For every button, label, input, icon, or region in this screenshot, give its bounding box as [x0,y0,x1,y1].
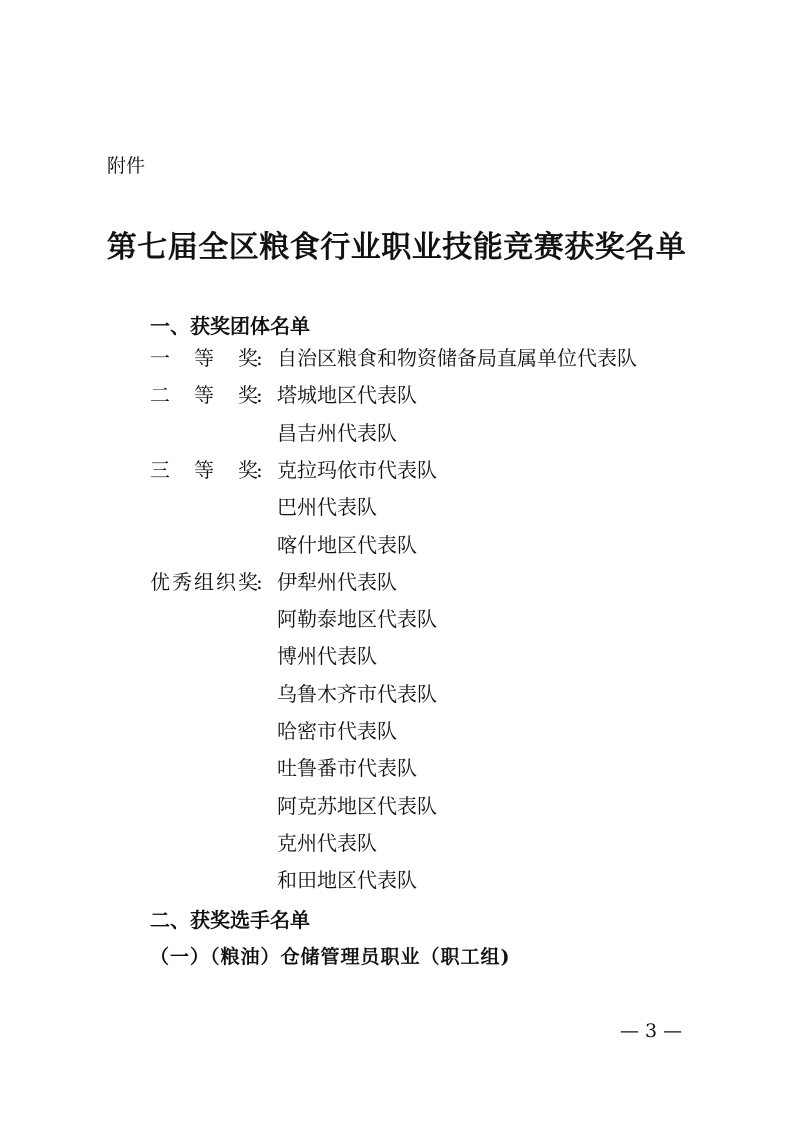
award-level-char: 织 [216,569,236,594]
section-heading-team-awards: 一、获奖团体名单 [150,314,310,338]
page-number: — 3 — [620,1020,683,1042]
award-level-char: 组 [194,569,214,594]
award-row [150,527,710,564]
award-level-label [150,340,258,377]
award-recipient: 哈密市代表队 [277,719,397,743]
award-recipient: 和田地区代表队 [277,868,417,893]
award-recipient: 吐鲁番市代表队 [277,756,417,781]
award-row [150,788,710,825]
award-colon: : [256,457,263,482]
award-recipient: 乌鲁木齐市代表队 [277,681,437,706]
award-level-char: 优 [150,569,170,594]
award-recipient: 巴州代表队 [277,495,377,520]
award-row [150,601,710,638]
award-recipient: 阿克苏地区代表队 [277,793,437,818]
attachment-label: 附件 [107,155,146,177]
award-row [150,489,710,526]
award-level-label [150,564,258,601]
award-recipient: 自治区粮食和物资储备局直属单位代表队 [277,346,637,370]
award-level-char: 奖 [238,569,258,594]
award-level-char: 等 [194,457,214,482]
award-level-char: 三 [150,457,170,482]
award-row [150,638,710,675]
award-colon: : [256,569,263,594]
award-recipient: 伊犁州代表队 [277,569,397,594]
award-row [150,750,710,787]
sub-heading-warehouse-keeper: （一）（粮油）仓储管理员职业（职工组) [150,946,511,968]
award-level-char: 奖 [238,383,258,408]
award-row [150,676,710,713]
award-level-label [150,377,258,414]
document-title: 第七届全区粮食行业职业技能竞赛获奖名单 [106,230,687,265]
award-level-char: 等 [194,346,214,370]
award-recipient: 阿勒泰地区代表队 [277,607,437,632]
award-level-char: 奖 [238,346,258,370]
award-level-char: 等 [194,383,214,408]
award-recipient: 喀什地区代表队 [277,532,417,557]
award-row [150,452,710,489]
award-colon: : [256,346,263,370]
award-recipient: 克州代表队 [277,830,377,855]
award-row [150,340,710,377]
award-level-char: 一 [150,346,170,370]
award-level-char: 二 [150,383,170,408]
award-recipient: 博州代表队 [277,644,377,669]
award-row [150,862,710,899]
award-level-char: 奖 [238,457,258,482]
award-level-char: 秀 [172,569,192,594]
award-row [150,415,710,452]
award-colon: : [256,383,263,408]
award-recipient: 昌吉州代表队 [277,420,397,445]
section-heading-individual-awards: 二、获奖选手名单 [150,908,310,932]
award-row [150,564,710,601]
award-row [150,825,710,862]
award-level-label [150,452,258,489]
award-row [150,377,710,414]
award-recipient: 塔城地区代表队 [277,383,417,408]
award-recipient: 克拉玛依市代表队 [277,457,437,482]
award-row [150,713,710,750]
